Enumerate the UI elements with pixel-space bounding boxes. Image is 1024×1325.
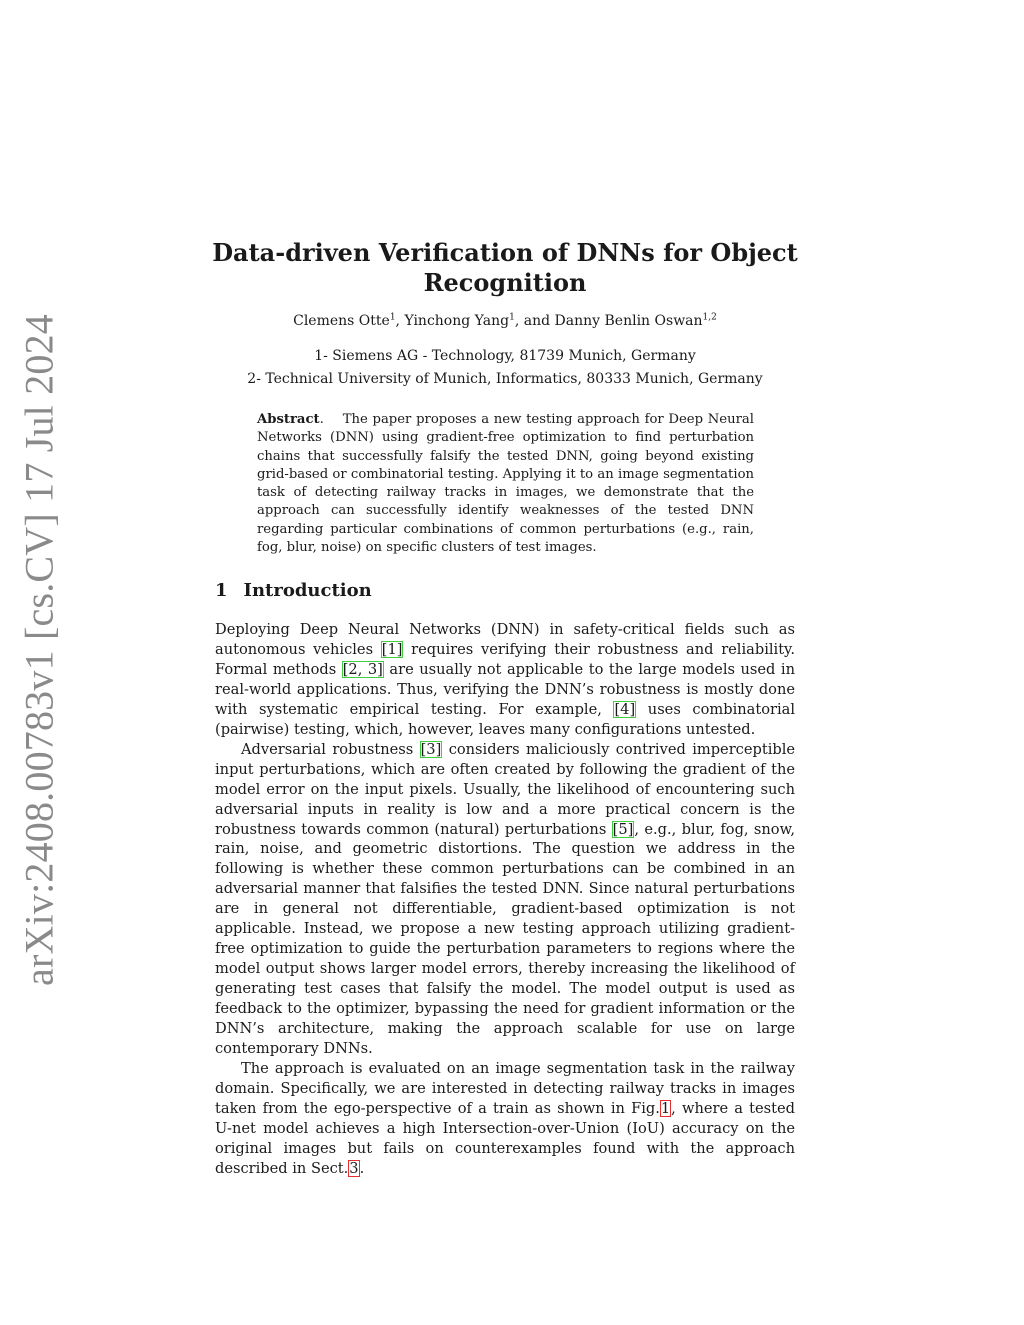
author-list — [200, 313, 810, 329]
paragraph-text: Deploying Deep Neural Networks (DNN) in safety-critical fields such as autonomous vehicles — [215, 621, 795, 658]
affiliation-1: 1- Siemens AG - Technology, 81739 Munich, Germany — [314, 348, 696, 364]
intro-body — [215, 620, 795, 1179]
paragraph-text: . — [359, 1159, 365, 1177]
abstract-text: The paper proposes a new testing approach for Deep Neural Networks (DNN) using gradient-free optimization to find perturbation chains that successfully falsify the tested DNN, going beyond existing grid-based or combinatorial testing. Applying it to an image segmentation task of detecting railway tracks in images, we demonstrate that the approach can successfully identify weaknesses of the tested DNN regarding particular combinations of common perturbations (e.g., rain, fog, blur, noise) on specific clusters of test images. — [257, 412, 754, 556]
paragraph-text: uses combinatorial (pairwise) testing, which, however, leaves many configurations untested. — [215, 700, 795, 738]
arxiv-identifier: arXiv:2408.00783v1 [cs.CV] 17 Jul 2024 — [16, 314, 62, 986]
affiliation-mark: 1,2 — [702, 312, 717, 323]
affiliation-mark: 1 — [389, 312, 396, 323]
paper-title: Data-driven Verification of DNNs for Object Recognition — [212, 238, 798, 297]
citation-link[interactable]: [1] — [381, 640, 403, 658]
intro-paragraph-3 — [215, 1059, 795, 1179]
citation-link[interactable]: [4] — [614, 700, 636, 718]
author-name: Clemens Otte — [293, 313, 390, 329]
intro-paragraph-2 — [215, 740, 795, 1059]
section-heading — [215, 580, 372, 601]
paragraph-text: , e.g., blur, fog, snow, rain, noise, and geometric distortions. The question we address in the following is whether these common perturbations can be combined in an adversarial manner that falsifies the tested DNN. Since natural perturbations are in general not differentiable, gradient-based optimization is not applicable. Instead, we propose a new testing approach utilizing gradient-free optimization to guide the perturbation parameters to regions where the model output shows larger model errors, thereby increasing the likelihood of generating test cases that falsify the model. The model output is used as feedback to the optimizer, bypassing the need for gradient information or the DNN’s architecture, making the approach scalable for use on large contemporary DNNs. — [215, 820, 795, 1058]
paragraph-text: are usually not applicable to the large models used in real-world applications. Thus, verifying the DNN’s robustness is mostly done with systematic empirical testing. For example, — [215, 660, 795, 718]
citation-link[interactable]: [2, 3] — [342, 660, 383, 678]
paragraph-text: requires verifying their robustness and reliability. Formal methods — [215, 640, 795, 678]
intro-paragraph-1 — [215, 620, 795, 740]
section-title: Introduction — [243, 580, 372, 601]
citation-link[interactable]: [3] — [420, 740, 442, 758]
abstract — [257, 411, 754, 557]
figure-ref-link[interactable]: 1 — [660, 1099, 671, 1117]
paragraph-text: , where a tested U-net model achieves a high Intersection-over-Union (IoU) accuracy on the original images but fails on counterexamples found with the approach described in Sect. — [215, 1099, 795, 1177]
author-name: , and Danny Benlin Oswan — [514, 313, 703, 329]
arxiv-sidebar — [12, 0, 66, 1325]
paragraph-text: The approach is evaluated on an image segmentation task in the railway domain. Specifically, we are interested in detecting railway tracks in images taken from the ego-perspective of a train as shown in Fig. — [215, 1059, 795, 1117]
author-name: , Yinchong Yang — [395, 313, 510, 329]
paragraph-text: Adversarial robustness — [241, 740, 420, 758]
paragraph-text: considers maliciously contrived imperceptible input perturbations, which are often created by following the gradient of the model error on the input pixels. Usually, the likelihood of encountering such adversarial inputs in reality is low and a more practical concern is the robustness towards common (natural) perturbations — [215, 740, 796, 838]
citation-link[interactable]: [5] — [612, 820, 634, 838]
abstract-label: Abstract — [257, 412, 320, 427]
affiliation-2: 2- Technical University of Munich, Informatics, 80333 Munich, Germany — [247, 371, 763, 387]
abstract-dot: . — [319, 412, 324, 427]
section-number: 1 — [215, 580, 228, 601]
section-ref-link[interactable]: 3 — [349, 1159, 359, 1177]
affiliation-mark: 1 — [509, 312, 515, 323]
